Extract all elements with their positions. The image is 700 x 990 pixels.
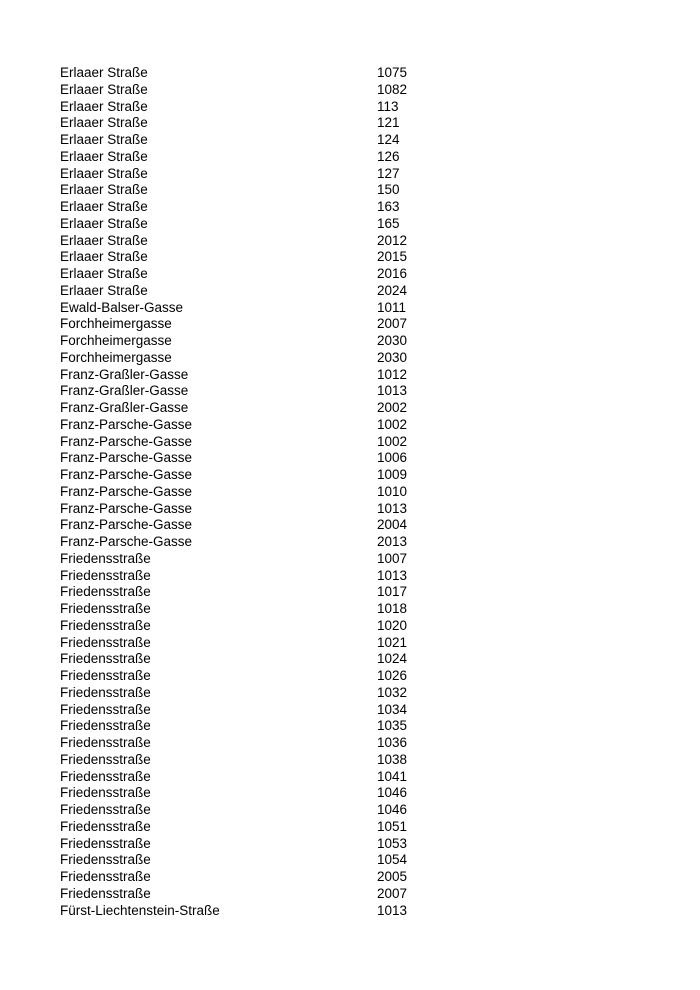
- number-cell: 1020: [377, 617, 408, 633]
- number-cell: 2004: [377, 517, 408, 533]
- number-cell: 1010: [377, 483, 408, 499]
- table-row: [60, 718, 480, 735]
- number-cell: 124: [377, 132, 400, 147]
- table-row: [60, 568, 480, 585]
- street-name-cell: Forchheimergasse: [60, 333, 172, 348]
- street-name-cell: Friedensstraße: [60, 835, 151, 851]
- street-name-cell: Erlaaer Straße: [60, 249, 148, 265]
- number-cell: 1054: [377, 852, 408, 868]
- table-row: [60, 886, 480, 903]
- street-name-cell: Friedensstraße: [60, 701, 151, 717]
- street-name-cell: Friedensstraße: [60, 651, 151, 667]
- street-name-cell: Ewald-Balser-Gasse: [60, 299, 184, 315]
- street-name-cell: Forchheimergasse: [60, 349, 172, 365]
- table-row: [60, 517, 480, 534]
- number-cell: 1013: [377, 902, 408, 918]
- table-row: [60, 635, 480, 652]
- number-cell: 1013: [377, 500, 408, 516]
- table-row: [60, 735, 480, 752]
- street-name-cell: Friedensstraße: [60, 718, 151, 734]
- street-name-cell: Erlaaer Straße: [60, 182, 148, 198]
- street-name-cell: Erlaaer Straße: [60, 266, 148, 281]
- street-name-cell: Franz-Parsche-Gasse: [60, 416, 193, 432]
- street-name-cell: Friedensstraße: [60, 735, 151, 750]
- table-row: [60, 283, 480, 300]
- number-cell: 2015: [377, 249, 408, 265]
- street-name-cell: Franz-Parsche-Gasse: [60, 517, 193, 533]
- number-cell: 1046: [377, 785, 408, 801]
- street-name-cell: Erlaaer Straße: [60, 98, 148, 114]
- table-row: [60, 400, 480, 417]
- number-cell: 1082: [377, 81, 408, 97]
- street-name-cell: Erlaaer Straße: [60, 199, 148, 214]
- number-cell: 2007: [377, 885, 408, 901]
- number-cell: 1035: [377, 718, 408, 734]
- number-cell: 2002: [377, 400, 408, 415]
- number-cell: 2024: [377, 282, 408, 298]
- table-row: [60, 417, 480, 434]
- number-cell: 1051: [377, 818, 408, 834]
- number-cell: 1017: [377, 584, 408, 600]
- number-cell: 1046: [377, 802, 408, 817]
- street-number-table: [60, 65, 480, 919]
- number-cell: 1002: [377, 433, 408, 449]
- number-cell: 1013: [377, 567, 408, 583]
- street-name-cell: Erlaaer Straße: [60, 65, 148, 80]
- street-name-cell: Franz-Parsche-Gasse: [60, 467, 193, 482]
- street-name-cell: Friedensstraße: [60, 617, 151, 633]
- table-row: [60, 316, 480, 333]
- street-name-cell: Friedensstraße: [60, 584, 151, 600]
- number-cell: 127: [377, 165, 400, 181]
- number-cell: 1034: [377, 701, 408, 717]
- number-cell: 2013: [377, 534, 408, 549]
- street-name-cell: Franz-Parsche-Gasse: [60, 534, 193, 549]
- table-row: [60, 668, 480, 685]
- number-cell: 1013: [377, 383, 408, 399]
- table-row: [60, 601, 480, 618]
- table-row: [60, 685, 480, 702]
- table-row: [60, 182, 480, 199]
- street-name-cell: Erlaaer Straße: [60, 215, 148, 231]
- table-row: [60, 166, 480, 183]
- table-row: [60, 99, 480, 116]
- number-cell: 1012: [377, 366, 408, 382]
- number-cell: 1006: [377, 450, 408, 466]
- table-row: [60, 651, 480, 668]
- table-row: [60, 65, 480, 82]
- number-cell: 165: [377, 215, 400, 231]
- number-cell: 1041: [377, 768, 408, 784]
- table-row: [60, 852, 480, 869]
- number-cell: 2012: [377, 232, 408, 248]
- number-cell: 1038: [377, 751, 408, 767]
- number-cell: 1007: [377, 550, 408, 566]
- street-name-cell: Erlaaer Straße: [60, 81, 148, 97]
- street-name-cell: Friedensstraße: [60, 785, 151, 801]
- street-name-cell: Erlaaer Straße: [60, 115, 148, 131]
- street-name-cell: Friedensstraße: [60, 634, 151, 650]
- table-row: [60, 266, 480, 283]
- table-row: [60, 333, 480, 350]
- street-name-cell: Friedensstraße: [60, 601, 151, 616]
- number-cell: 2030: [377, 333, 408, 348]
- table-row: [60, 702, 480, 719]
- table-row: [60, 467, 480, 484]
- table-row: [60, 132, 480, 149]
- table-row: [60, 149, 480, 166]
- table-row: [60, 501, 480, 518]
- number-cell: 1011: [377, 299, 407, 315]
- number-cell: 1002: [377, 416, 408, 432]
- table-row: [60, 115, 480, 132]
- street-name-cell: Forchheimergasse: [60, 316, 172, 332]
- table-row: [60, 383, 480, 400]
- table-row: [60, 618, 480, 635]
- street-name-cell: Friedensstraße: [60, 668, 151, 683]
- table-row: [60, 802, 480, 819]
- table-row: [60, 450, 480, 467]
- number-cell: 1024: [377, 651, 408, 667]
- street-name-cell: Franz-Parsche-Gasse: [60, 483, 193, 499]
- number-cell: 1009: [377, 467, 408, 482]
- number-cell: 1053: [377, 835, 408, 851]
- number-cell: 2005: [377, 869, 408, 884]
- street-name-cell: Erlaaer Straße: [60, 148, 148, 164]
- table-row: [60, 903, 480, 920]
- table-row: [60, 233, 480, 250]
- number-cell: 150: [377, 182, 400, 198]
- street-name-cell: Friedensstraße: [60, 869, 151, 884]
- table-row: [60, 199, 480, 216]
- street-name-cell: Franz-Parsche-Gasse: [60, 500, 193, 516]
- table-row: [60, 300, 480, 317]
- number-cell: 1075: [377, 65, 408, 80]
- street-name-cell: Friedensstraße: [60, 768, 151, 784]
- table-row: [60, 752, 480, 769]
- number-cell: 1036: [377, 735, 408, 750]
- table-row: [60, 769, 480, 786]
- street-name-cell: Friedensstraße: [60, 885, 151, 901]
- table-row: [60, 484, 480, 501]
- table-row: [60, 216, 480, 233]
- table-row: [60, 249, 480, 266]
- number-cell: 2007: [377, 316, 408, 332]
- street-name-cell: Erlaaer Straße: [60, 282, 148, 298]
- table-row: [60, 434, 480, 451]
- table-row: [60, 534, 480, 551]
- number-cell: 163: [377, 199, 400, 214]
- table-row: [60, 584, 480, 601]
- street-name-cell: Friedensstraße: [60, 852, 151, 868]
- street-name-cell: Friedensstraße: [60, 751, 151, 767]
- number-cell: 1032: [377, 684, 408, 700]
- street-name-cell: Franz-Parsche-Gasse: [60, 450, 193, 466]
- table-row: [60, 869, 480, 886]
- number-cell: 1018: [377, 601, 408, 616]
- street-name-cell: Friedensstraße: [60, 550, 151, 566]
- table-row: [60, 785, 480, 802]
- street-name-cell: Friedensstraße: [60, 802, 151, 817]
- number-cell: 126: [377, 148, 400, 164]
- street-name-cell: Erlaaer Straße: [60, 232, 148, 248]
- street-name-cell: Franz-Graßler-Gasse: [60, 400, 189, 415]
- street-name-cell: Franz-Parsche-Gasse: [60, 433, 193, 449]
- table-row: [60, 551, 480, 568]
- number-cell: 1026: [377, 668, 408, 683]
- table-row: [60, 819, 480, 836]
- number-cell: 1021: [377, 634, 408, 650]
- street-name-cell: Franz-Graßler-Gasse: [60, 383, 189, 399]
- number-cell: 2030: [377, 349, 408, 365]
- number-cell: 121: [377, 115, 400, 131]
- street-name-cell: Fürst-Liechtenstein-Straße: [60, 902, 220, 918]
- number-cell: 113: [377, 98, 399, 114]
- street-name-cell: Erlaaer Straße: [60, 132, 148, 147]
- street-name-cell: Friedensstraße: [60, 567, 151, 583]
- street-name-cell: Erlaaer Straße: [60, 165, 148, 181]
- table-row: [60, 82, 480, 99]
- street-name-cell: Friedensstraße: [60, 818, 151, 834]
- table-row: [60, 836, 480, 853]
- number-cell: 2016: [377, 266, 408, 281]
- street-name-cell: Franz-Graßler-Gasse: [60, 366, 189, 382]
- street-name-cell: Friedensstraße: [60, 684, 151, 700]
- table-row: [60, 350, 480, 367]
- table-row: [60, 367, 480, 384]
